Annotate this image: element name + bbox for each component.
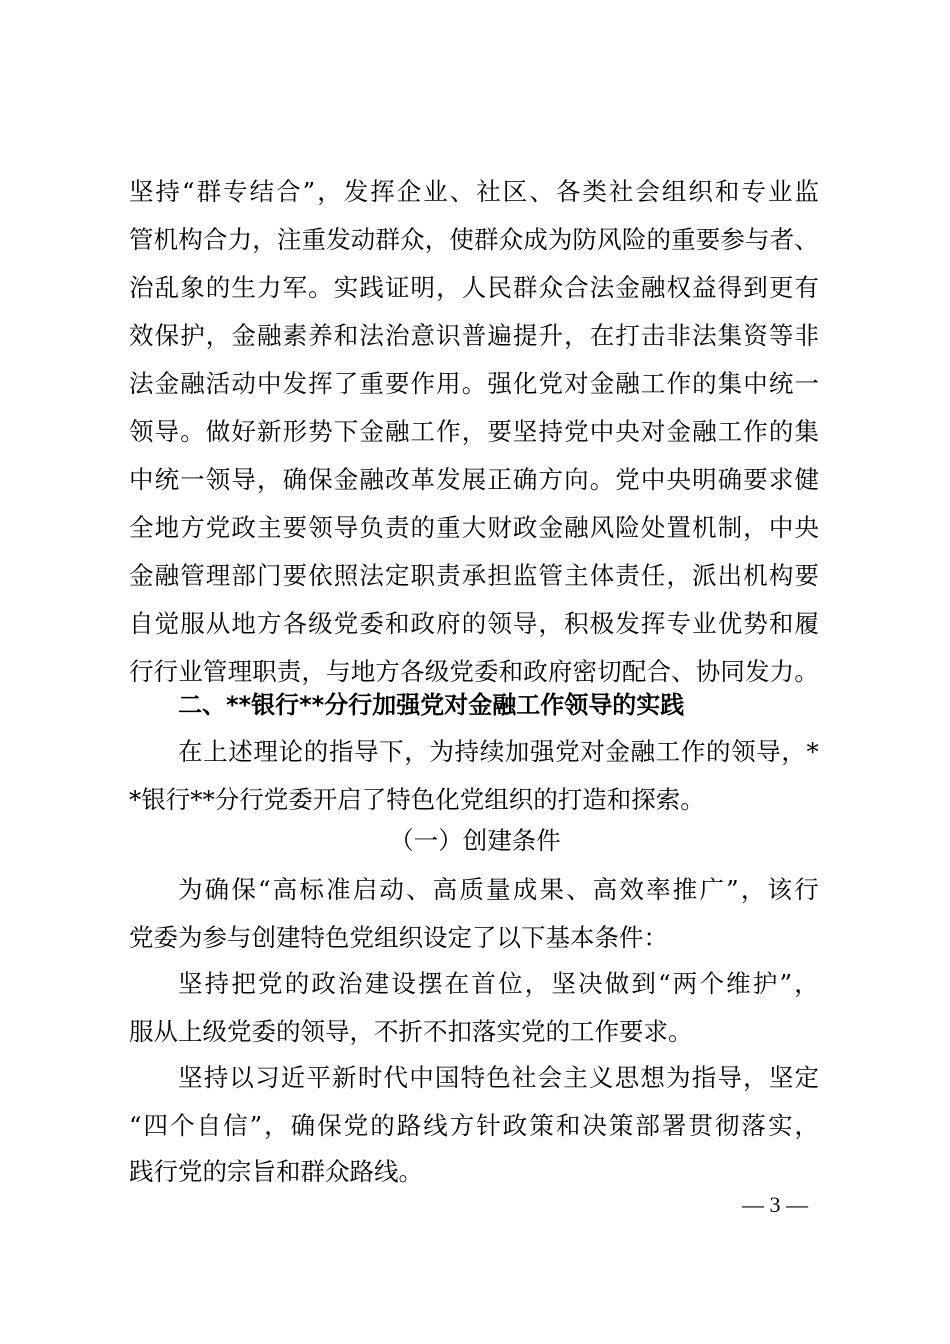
body-line: 坚 持 “ 群 专 结 合 ” ， 发 挥 企 业 、 社 区 、 各 类 社 会 组 织 和 专 业 监 xyxy=(129,177,819,206)
body-line: 全 地 方 党 政 主 要 领 导 负 责 的 重 大 财 政 金 融 风 险 处 置 机 制 ， 中 央 xyxy=(129,513,819,542)
paragraph-line: 为 确 保 “ 高 标 准 启 动 、 高 质 量 成 果 、 高 效 率 推 广 ” ， 该 行 xyxy=(178,875,819,904)
body-line: 自 觉 服 从 地 方 各 级 党 委 和 政 府 的 领 导 ， 积 极 发 挥 专 业 优 势 和 履 xyxy=(129,609,819,638)
body-line: 法 金 融 活 动 中 发 挥 了 重 要 作 用 。 强 化 党 对 金 融 工 作 的 集 中 统 一 xyxy=(129,369,819,398)
body-line: 治 乱 象 的 生 力 军 。 实 践 证 明 ， 人 民 群 众 合 法 金 融 权 益 得 到 更 有 xyxy=(129,273,819,302)
paragraph-line: 党 委 为 参 与 创 建 特 色 党 组 织 设 定 了 以 下 基 本 条 件 ： xyxy=(129,923,668,952)
section-heading: 二、**银行**分行加强党对金融工作领导的实践 xyxy=(178,691,685,719)
intro-line: 在 上 述 理 论 的 指 导 下 ， 为 持 续 加 强 党 对 金 融 工 作 的 领 导 ， * xyxy=(178,737,819,766)
intro-line: * 银 行 * * 分 行 党 委 开 启 了 特 色 化 党 组 织 的 打 造 和 探 索 。 xyxy=(129,785,705,814)
paragraph-line: 坚 持 以 习 近 平 新 时 代 中 国 特 色 社 会 主 义 思 想 为 指 导 ， 坚 定 xyxy=(178,1063,819,1092)
paragraph-line: 服 从 上 级 党 委 的 领 导 ， 不 折 不 扣 落 实 党 的 工 作 要 求 。 xyxy=(129,1017,693,1046)
body-line: 行 行 业 管 理 职 责 ， 与 地 方 各 级 党 委 和 政 府 密 切 配 合 、 协 同 发 力 。 xyxy=(129,657,819,686)
body-line: 中 统 一 领 导 ， 确 保 金 融 改 革 发 展 正 确 方 向 。 党 中 央 明 确 要 求 健 xyxy=(129,465,819,494)
paragraph-line: 坚 持 把 党 的 政 治 建 设 摆 在 首 位 ， 坚 决 做 到 “ 两 个 维 护 ” ， xyxy=(178,969,819,998)
body-line: 管 机 构 合 力 ， 注 重 发 动 群 众 ， 使 群 众 成 为 防 风 险 的 重 要 参 与 者 、 xyxy=(129,225,819,254)
body-line: 效 保 护 ， 金 融 素 养 和 法 治 意 识 普 遍 提 升 ， 在 打 击 非 法 集 资 等 非 xyxy=(129,321,819,350)
body-line: 金 融 管 理 部 门 要 依 照 法 定 职 责 承 担 监 管 主 体 责 任 ， 派 出 机 构 要 xyxy=(129,561,819,590)
paragraph-line: 践 行 党 的 宗 旨 和 群 众 路 线 。 xyxy=(129,1157,423,1186)
subsection-heading: （一）创建条件 xyxy=(389,826,561,855)
body-line: 领 导 。 做 好 新 形 势 下 金 融 工 作 ， 要 坚 持 党 中 央 对 金 融 工 作 的 集 xyxy=(129,417,819,446)
paragraph-line: “ 四 个 自 信 ” ， 确 保 党 的 路 线 方 针 政 策 和 决 策 部 署 贯 彻 落 实 ， xyxy=(129,1111,819,1140)
page-number: — 3 — xyxy=(742,1192,808,1217)
